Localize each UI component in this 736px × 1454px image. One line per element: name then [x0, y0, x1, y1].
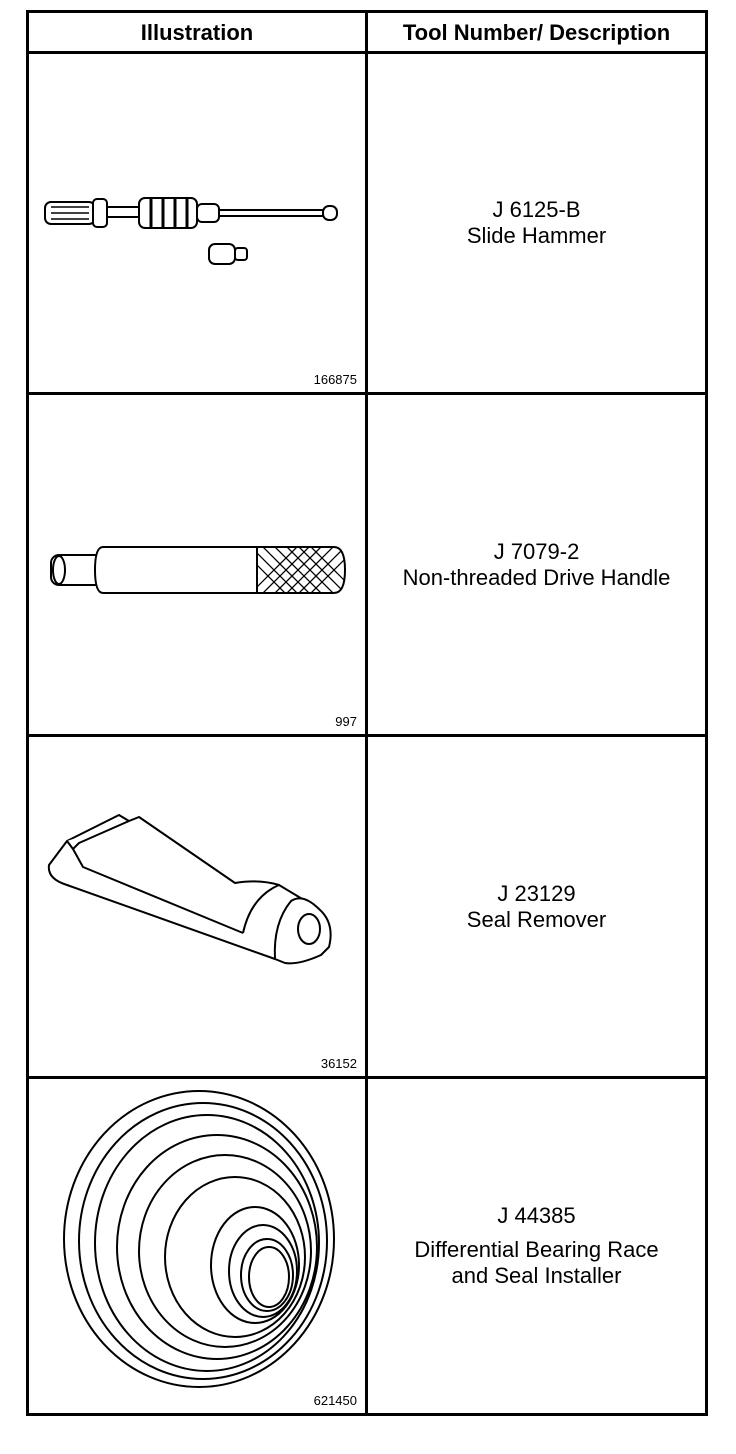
seal-remover-icon: [29, 737, 365, 1076]
tool-description-line2: and Seal Installer: [451, 1263, 622, 1288]
special-tools-table: [26, 10, 708, 1416]
drive-handle-icon: [29, 395, 365, 734]
tool-description: Differential Bearing Race: [414, 1237, 659, 1262]
tool-number: J 23129: [497, 880, 576, 906]
table-row: [29, 54, 705, 392]
table-row: [29, 395, 705, 734]
slide-hammer-icon: [29, 54, 365, 392]
figure-number: 621450: [313, 1393, 357, 1408]
illustration-cell: [29, 54, 365, 392]
illustration-cell: [29, 737, 365, 1076]
tool-description: Seal Remover: [466, 906, 607, 932]
tool-number: J 44385: [497, 1203, 576, 1228]
illustration-cell: [29, 395, 365, 734]
tool-description-cell: [368, 54, 705, 392]
tool-number: J 7079-2: [493, 538, 580, 564]
table-row: [29, 737, 705, 1076]
tool-description-cell: [368, 737, 705, 1076]
tool-number: J 6125-B: [492, 197, 581, 222]
illustration-cell: [29, 1079, 365, 1413]
tool-description: Slide Hammer: [466, 223, 607, 248]
figure-number: 997: [335, 714, 357, 729]
bearing-race-installer-icon: [29, 1079, 365, 1413]
table-row: [29, 1079, 705, 1413]
tool-description-cell: [368, 1079, 705, 1413]
header-illustration: Illustration: [140, 20, 254, 45]
tool-description-cell: [368, 395, 705, 734]
figure-number: 36152: [320, 1056, 357, 1071]
figure-number: 166875: [313, 372, 357, 387]
tool-description: Non-threaded Drive Handle: [402, 564, 671, 590]
header-tool-number-description: Tool Number/ Description: [402, 20, 671, 45]
